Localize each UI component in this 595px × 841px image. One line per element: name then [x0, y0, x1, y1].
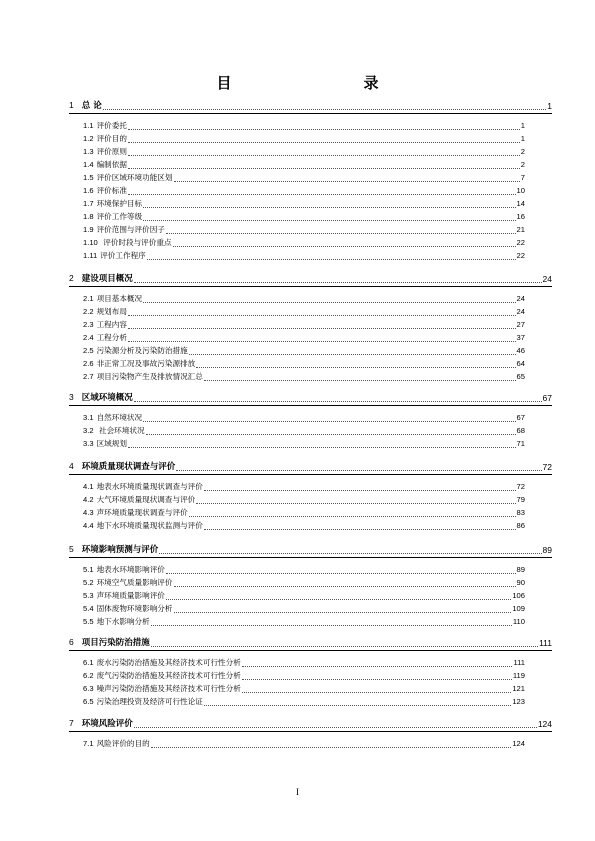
- dot-leader: [143, 302, 515, 303]
- toc-section-title: 废水污染防治措施及其经济技术可行性分析: [96, 658, 241, 667]
- toc-section[interactable]: [83, 520, 525, 532]
- toc-chapter-number: 4: [69, 461, 74, 471]
- dot-leader: [128, 341, 516, 342]
- toc-section-title: 污染治理投资及经济可行性论证: [96, 696, 203, 706]
- toc-section-page: 64: [516, 358, 525, 368]
- dot-leader: [242, 666, 513, 667]
- toc-section[interactable]: [83, 616, 525, 628]
- toc-section[interactable]: [83, 564, 525, 576]
- toc-section-number: 2.5: [83, 345, 94, 355]
- toc-section-label: [83, 603, 173, 615]
- dot-leader: [128, 447, 516, 448]
- toc-section-page: 7: [520, 172, 525, 182]
- toc-section-title: 环境保护目标: [96, 198, 143, 208]
- toc-chapter-number: 6: [69, 637, 74, 647]
- toc-chapter-page: 67: [542, 393, 552, 403]
- dot-leader: [242, 679, 512, 680]
- toc-section-page: 106: [512, 590, 525, 600]
- toc-section-title: 社会环境状况: [96, 425, 145, 435]
- toc-section-label: [83, 590, 165, 602]
- toc-section[interactable]: [83, 146, 525, 158]
- page-title: 目 录: [216, 74, 413, 92]
- toc-section-title: 编制依据: [96, 159, 127, 169]
- toc-section-label: [83, 564, 165, 576]
- toc-section-page: 68: [516, 425, 525, 435]
- toc-section-page: 65: [516, 371, 525, 381]
- toc-section[interactable]: [83, 211, 525, 223]
- dot-leader: [174, 181, 520, 182]
- toc-section-title: 固体废物环境影响分析: [96, 603, 173, 613]
- page-number: I: [296, 787, 299, 797]
- toc-chapter-number: 2: [69, 273, 74, 283]
- toc-section-label: [83, 438, 127, 450]
- toc-chapter-label: [69, 99, 102, 112]
- toc-section-page: 72: [516, 482, 525, 491]
- toc-section-number: 1.5: [83, 172, 94, 182]
- toc-section[interactable]: [83, 237, 525, 249]
- toc-section-title: 项目污染物产生及排放情况汇总: [96, 371, 203, 381]
- dot-leader: [143, 220, 515, 221]
- toc-section-number: 3.2: [83, 425, 94, 435]
- dot-leader: [134, 727, 537, 728]
- dot-leader: [204, 529, 516, 530]
- toc-section-title: 评价原则: [96, 146, 127, 156]
- toc-section-title: 地下水环境质量现状监测与评价: [96, 520, 203, 530]
- toc-section[interactable]: [83, 481, 525, 493]
- toc-section-number: 1.7: [83, 198, 94, 208]
- toc-section-number: 2.1: [83, 294, 94, 303]
- toc-section[interactable]: [83, 670, 525, 682]
- toc-section-number: 1.3: [83, 146, 94, 156]
- toc-section-number: 1.8: [83, 211, 94, 221]
- toc-section-label: [83, 120, 127, 132]
- toc-section-label: [83, 306, 127, 318]
- toc-chapter-title: 环境风险评价: [81, 719, 133, 729]
- toc-section-label: [83, 293, 142, 305]
- toc-section-page: 37: [516, 332, 525, 342]
- toc-section-page: 21: [516, 224, 525, 234]
- toc-chapter-label: [69, 717, 133, 730]
- dot-leader: [151, 646, 538, 647]
- toc-section-label: [83, 425, 145, 437]
- toc-section[interactable]: [83, 133, 525, 145]
- toc-section-number: 2.2: [83, 306, 94, 316]
- toc-section-page: 24: [516, 294, 525, 303]
- toc-section-number: 5.4: [83, 603, 94, 613]
- toc-section-page: 46: [516, 345, 525, 355]
- toc-section[interactable]: [83, 683, 525, 695]
- toc-section-label: [83, 371, 203, 383]
- toc-section-label: [83, 146, 127, 158]
- toc-chapter-page: 124: [537, 719, 552, 729]
- toc-section-number: 1.6: [83, 185, 94, 195]
- toc-chapter-page: 72: [542, 462, 552, 472]
- toc-section[interactable]: [83, 159, 525, 171]
- toc-section[interactable]: [83, 412, 525, 424]
- toc-section-number: 1.10: [83, 237, 98, 247]
- chapter-underline: [69, 113, 552, 114]
- chapter-underline: [69, 731, 552, 732]
- toc-section-page: 71: [516, 438, 525, 448]
- toc-section-title: 评价工作程序: [100, 250, 146, 260]
- toc-section-label: [83, 738, 150, 750]
- toc-section-label: [83, 520, 203, 532]
- toc-section-label: [83, 481, 203, 493]
- toc-section-title: 评价时段与评价重点: [100, 237, 172, 247]
- toc-chapter-page: 111: [539, 638, 552, 648]
- toc-section-label: [83, 224, 165, 236]
- chapter-underline: [69, 405, 552, 406]
- dot-leader: [128, 194, 516, 195]
- toc-section-number: 4.1: [83, 482, 94, 491]
- toc-section-label: [83, 616, 150, 628]
- toc-section-page: 1: [520, 133, 525, 143]
- toc-section-page: 109: [512, 603, 525, 613]
- toc-section-number: 4.3: [83, 507, 94, 517]
- toc-section-label: [83, 412, 142, 424]
- chapter-underline: [69, 474, 552, 475]
- toc-section-number: 5.5: [83, 616, 94, 626]
- toc-section[interactable]: [83, 738, 525, 750]
- toc-chapter[interactable]: [69, 718, 552, 730]
- dot-leader: [166, 573, 516, 574]
- toc-section-label: [83, 358, 195, 370]
- toc-section-number: 1.11: [83, 250, 98, 260]
- toc-section-label: [83, 507, 188, 519]
- toc-section[interactable]: [83, 603, 525, 615]
- toc-chapter-number: 7: [69, 718, 74, 728]
- toc-section-number: 5.2: [83, 577, 94, 587]
- toc-section-label: [83, 345, 188, 357]
- dot-leader: [242, 692, 511, 693]
- toc-section[interactable]: [83, 332, 525, 344]
- toc-section[interactable]: [83, 696, 525, 708]
- dot-leader: [128, 129, 520, 130]
- toc-section[interactable]: [83, 198, 525, 210]
- toc-section-label: [83, 657, 241, 669]
- toc-section-title: 废气污染防治措施及其经济技术可行性分析: [96, 670, 241, 680]
- toc-section-page: 83: [516, 507, 525, 517]
- toc-section-title: 环境空气质量影响评价: [96, 577, 173, 587]
- toc-section-title: 评价委托: [96, 121, 127, 130]
- toc-section-label: [83, 211, 142, 223]
- dot-leader: [189, 516, 516, 517]
- toc-section-label: [83, 696, 203, 708]
- toc-section-page: 89: [516, 565, 525, 574]
- toc-section[interactable]: [83, 494, 525, 506]
- toc-section-page: 22: [516, 237, 525, 247]
- toc-section-number: 2.7: [83, 371, 94, 381]
- toc-section-label: [83, 198, 142, 210]
- toc-section-number: 6.3: [83, 683, 94, 693]
- toc-section-title: 规划布局: [96, 306, 127, 316]
- toc-chapter-label: [69, 460, 175, 473]
- toc-section-page: 14: [516, 198, 525, 208]
- toc-section-number: 4.2: [83, 494, 94, 504]
- dot-leader: [128, 168, 520, 169]
- dot-leader: [173, 246, 516, 247]
- toc-section[interactable]: [83, 438, 525, 450]
- toc-chapter-title: 环境质量现状调查与评价: [81, 462, 176, 472]
- toc-section[interactable]: [83, 358, 525, 370]
- dot-leader: [159, 553, 541, 554]
- toc-section-page: 90: [516, 577, 525, 587]
- toc-section[interactable]: [83, 120, 525, 132]
- toc-section[interactable]: [83, 185, 525, 197]
- toc-section-page: 86: [516, 520, 525, 530]
- toc-section-number: 2.4: [83, 332, 94, 342]
- toc-section-number: 1.9: [83, 224, 94, 234]
- toc-section-label: [83, 237, 172, 249]
- toc-section-label: [83, 250, 146, 262]
- toc-section-title: 评价工作等级: [96, 211, 143, 221]
- toc-section[interactable]: [83, 319, 525, 331]
- toc-section-page: 110: [512, 616, 525, 626]
- toc-section-page: 67: [516, 413, 525, 422]
- toc-section[interactable]: [83, 293, 525, 305]
- toc-section-page: 79: [516, 494, 525, 504]
- toc-section-number: 1.2: [83, 133, 94, 143]
- dot-leader: [166, 233, 516, 234]
- toc-section[interactable]: [83, 172, 525, 184]
- toc-section-page: 2: [520, 146, 525, 156]
- toc-section-title: 区域规划: [96, 438, 127, 448]
- toc-section-page: 24: [516, 306, 525, 316]
- dot-leader: [128, 142, 520, 143]
- toc-section-label: [83, 670, 241, 682]
- toc-section-number: 6.5: [83, 696, 94, 706]
- toc-section-number: 7.1: [83, 739, 94, 748]
- toc-section-number: 5.1: [83, 565, 94, 574]
- toc-chapter[interactable]: [69, 461, 552, 473]
- toc-section-page: 16: [516, 211, 525, 221]
- toc-chapter-number: 1: [69, 100, 74, 110]
- toc-section-page: 123: [512, 696, 525, 706]
- toc-section-title: 风险评价的目的: [96, 739, 150, 748]
- dot-leader: [174, 586, 516, 587]
- dot-leader: [196, 367, 515, 368]
- chapter-underline: [69, 650, 552, 651]
- toc-section-page: 2: [520, 159, 525, 169]
- toc-section-title: 大气环境质量现状调查与评价: [96, 494, 196, 504]
- dot-leader: [176, 470, 541, 471]
- toc-chapter[interactable]: [69, 544, 552, 556]
- toc-chapter[interactable]: [69, 392, 552, 404]
- dot-leader: [204, 490, 516, 491]
- toc-section-title: 评价标准: [96, 185, 127, 195]
- toc-section-title: 项目基本概况: [96, 294, 143, 303]
- toc-section-page: 124: [512, 739, 525, 748]
- toc-section-title: 污染源分析及污染防治措施: [96, 345, 188, 355]
- chapter-underline: [69, 286, 552, 287]
- toc-chapter-label: [69, 543, 158, 556]
- toc-chapter-title: 区域环境概况: [81, 393, 133, 403]
- toc-section-number: 3.3: [83, 438, 94, 448]
- toc-section[interactable]: [83, 657, 525, 669]
- toc-section-title: 声环境质量现状调查与评价: [96, 507, 188, 517]
- dot-leader: [128, 315, 516, 316]
- toc-section-label: [83, 185, 127, 197]
- toc-section[interactable]: [83, 306, 525, 318]
- toc-chapter-page: 1: [547, 101, 552, 111]
- toc-section[interactable]: [83, 371, 525, 383]
- toc-section-label: [83, 319, 127, 331]
- toc-section-title: 工程内容: [96, 319, 127, 329]
- toc-section-label: [83, 159, 127, 171]
- dot-leader: [134, 401, 542, 402]
- toc-chapter-title: 项目污染防治措施: [81, 638, 150, 648]
- dot-leader: [134, 282, 542, 283]
- toc-section-label: [83, 683, 241, 695]
- toc-section-page: 111: [513, 658, 525, 667]
- dot-leader: [189, 354, 516, 355]
- dot-leader: [143, 421, 515, 422]
- dot-leader: [151, 747, 512, 748]
- toc-chapter-title: 总 论: [81, 101, 102, 111]
- dot-leader: [103, 109, 547, 110]
- toc-chapter[interactable]: [69, 637, 552, 649]
- chapter-underline: [69, 557, 552, 558]
- dot-leader: [174, 612, 512, 613]
- dot-leader: [204, 705, 511, 706]
- toc-section-label: [83, 332, 127, 344]
- toc-chapter-label: [69, 636, 150, 649]
- toc-chapter-page: 89: [542, 545, 552, 555]
- toc-section-title: 评价目的: [96, 133, 127, 143]
- toc-chapter-title: 建设项目概况: [81, 274, 133, 284]
- toc-section[interactable]: [83, 250, 525, 262]
- toc-section-title: 评价范围与评价因子: [96, 224, 165, 234]
- toc-section-page: 119: [512, 670, 525, 680]
- dot-leader: [128, 155, 520, 156]
- toc-section-label: [83, 172, 173, 184]
- dot-leader: [146, 434, 516, 435]
- toc-chapter-number: 5: [69, 544, 74, 554]
- toc-section-page: 10: [516, 185, 525, 195]
- toc-chapter-title: 环境影响预测与评价: [81, 545, 159, 555]
- toc-chapter-label: [69, 272, 133, 285]
- toc-section-number: 2.3: [83, 319, 94, 329]
- toc-section-page: 27: [516, 319, 525, 329]
- toc-section-label: [83, 133, 127, 145]
- dot-leader: [143, 207, 515, 208]
- toc-section-number: 6.2: [83, 670, 94, 680]
- toc-section-number: 6.1: [83, 658, 94, 667]
- toc-section-page: 1: [520, 121, 525, 130]
- toc-section-number: 2.6: [83, 358, 94, 368]
- toc-section-title: 工程分析: [96, 332, 127, 342]
- toc-section-title: 噪声污染防治措施及其经济技术可行性分析: [96, 683, 241, 693]
- toc-section-title: 非正常工况及事故污染源排放: [96, 358, 196, 368]
- toc-section[interactable]: [83, 507, 525, 519]
- toc-chapter[interactable]: [69, 273, 552, 285]
- toc-section-number: 4.4: [83, 520, 94, 530]
- toc-section-number: 1.1: [83, 121, 94, 130]
- toc-section-title: 地表水环境质量现状调查与评价: [96, 482, 203, 491]
- toc-section-title: 评价区域环境功能区划: [96, 172, 173, 182]
- toc-chapter-page: 24: [542, 274, 552, 284]
- toc-section-page: 22: [516, 250, 525, 260]
- toc-section-label: [83, 494, 195, 506]
- dot-leader: [204, 380, 516, 381]
- toc-section[interactable]: [83, 345, 525, 357]
- toc-section-label: [83, 577, 173, 589]
- toc-section-number: 3.1: [83, 413, 94, 422]
- toc-section[interactable]: [83, 590, 525, 602]
- toc-section-number: 1.4: [83, 159, 94, 169]
- dot-leader: [151, 625, 512, 626]
- dot-leader: [196, 503, 515, 504]
- toc-chapter[interactable]: [69, 100, 552, 112]
- dot-leader: [128, 328, 516, 329]
- toc-chapter-number: 3: [69, 392, 74, 402]
- toc-section[interactable]: [83, 577, 525, 589]
- dot-leader: [166, 599, 511, 600]
- dot-leader: [147, 259, 516, 260]
- toc-section-page: 121: [512, 683, 525, 693]
- toc-section-title: 地下水影响分析: [96, 616, 150, 626]
- toc-chapter-label: [69, 391, 133, 404]
- toc-section[interactable]: [83, 224, 525, 236]
- toc-section-title: 声环境质量影响评价: [96, 590, 165, 600]
- toc-section[interactable]: [83, 425, 525, 437]
- toc-section-title: 自然环境状况: [96, 413, 143, 422]
- toc-section-number: 5.3: [83, 590, 94, 600]
- toc-section-title: 地表水环境影响评价: [96, 565, 165, 574]
